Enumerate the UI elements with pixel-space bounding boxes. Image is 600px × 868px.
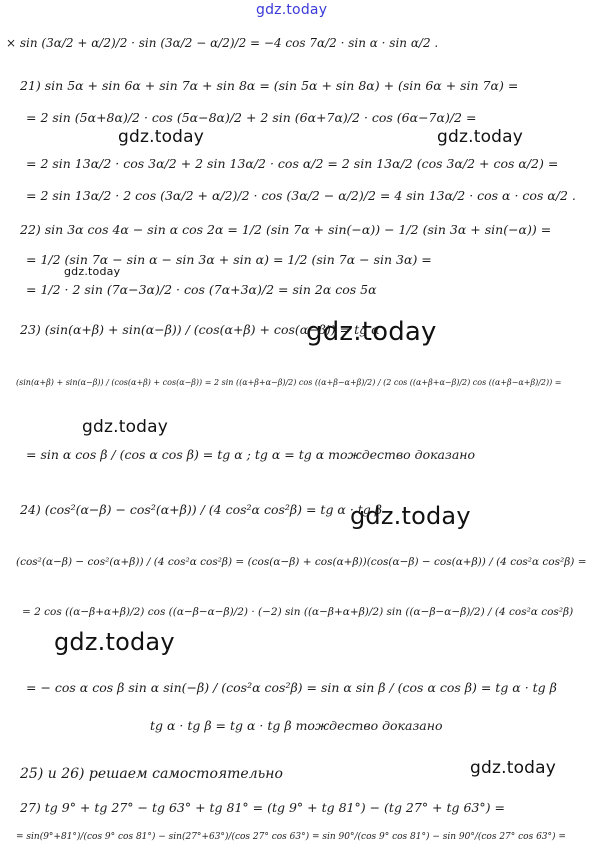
watermark-mark: gdz.today [118,127,205,147]
line-04: = 2 sin 13α/2 · cos 3α/2 + 2 sin 13α/2 · cos α/2 = 2 sin 13α/2 (cos 3α/2 + cos α/2) = [26,156,559,171]
watermark-mark: gdz.today [437,127,524,147]
line-08: = 1/2 · 2 sin (7α−3α)/2 · cos (7α+3α)/2 = sin 2α cos 5α [26,282,377,297]
line-18: 27) tg 9° + tg 27° − tg 63° + tg 81° = (tg 9° + tg 81°) − (tg 27° + tg 63°) = [20,800,505,815]
line-12: 24) (cos²(α−β) − cos²(α+β)) / (4 cos²α cos²β) = tg α · tg β [20,502,383,517]
line-13: (cos²(α−β) − cos²(α+β)) / (4 cos²α cos²β) = (cos(α−β) + cos(α+β))(cos(α−β) − cos(α+β)) / (4 cos²α cos²β) = [16,556,587,568]
line-02: 21) sin 5α + sin 6α + sin 7α + sin 8α = (sin 5α + sin 8α) + (sin 6α + sin 7α) = [20,78,519,93]
line-01: × sin (3α/2 + α/2)/2 · sin (3α/2 − α/2)/2 = −4 cos 7α/2 · sin α · sin α/2 . [6,36,439,50]
watermark-mark: gdz.today [470,758,557,778]
line-11: = sin α cos β / (cos α cos β) = tg α ; tg α = tg α тождество доказано [26,447,476,462]
line-19: = sin(9°+81°)/(cos 9° cos 81°) − sin(27°+63°)/(cos 27° cos 63°) = sin 90°/(cos 9° cos 81°) − sin 90°/(cos 27° cos 63°) = [16,832,566,842]
watermark-mark: gdz.today [306,317,437,347]
watermark-mark: gdz.today [350,502,471,530]
line-06: 22) sin 3α cos 4α − sin α cos 2α = 1/2 (sin 7α + sin(−α)) − 1/2 (sin 3α + sin(−α)) = [20,222,552,237]
watermark-top: gdz.today [256,2,328,18]
watermark-mark: gdz.today [64,265,121,278]
watermark-mark: gdz.today [82,417,169,437]
line-09: 23) (sin(α+β) + sin(α−β)) / (cos(α+β) + cos(α−β)) = tg α [20,322,380,337]
line-05: = 2 sin 13α/2 · 2 cos (3α/2 + α/2)/2 · cos (3α/2 − α/2)/2 = 4 sin 13α/2 · cos α · cos α/2 . [26,188,576,203]
line-03: = 2 sin (5α+8α)/2 · cos (5α−8α)/2 + 2 sin (6α+7α)/2 · cos (6α−7α)/2 = [26,110,477,125]
line-15: = − cos α cos β sin α sin(−β) / (cos²α cos²β) = sin α sin β / (cos α cos β) = tg α · tg β [26,680,557,695]
watermark-mark: gdz.today [54,628,175,656]
line-16: tg α · tg β = tg α · tg β тождество доказано [150,718,443,733]
line-17: 25) и 26) решаем самостоятельно [20,766,283,782]
line-14: = 2 cos ((α−β+α+β)/2) cos ((α−β−α−β)/2) · (−2) sin ((α−β+α+β)/2) sin ((α−β−α−β)/2) / (4 cos²α cos²β) [22,606,574,618]
line-07: = 1/2 (sin 7α − sin α − sin 3α + sin α) = 1/2 (sin 7α − sin 3α) = [26,252,432,267]
line-10: (sin(α+β) + sin(α−β)) / (cos(α+β) + cos(α−β)) = 2 sin ((α+β+α−β)/2) cos ((α+β−α+β)/2) / (2 cos ((α+β+α−β)/2) cos ((α+β−α+β)/2)) = [16,378,562,387]
